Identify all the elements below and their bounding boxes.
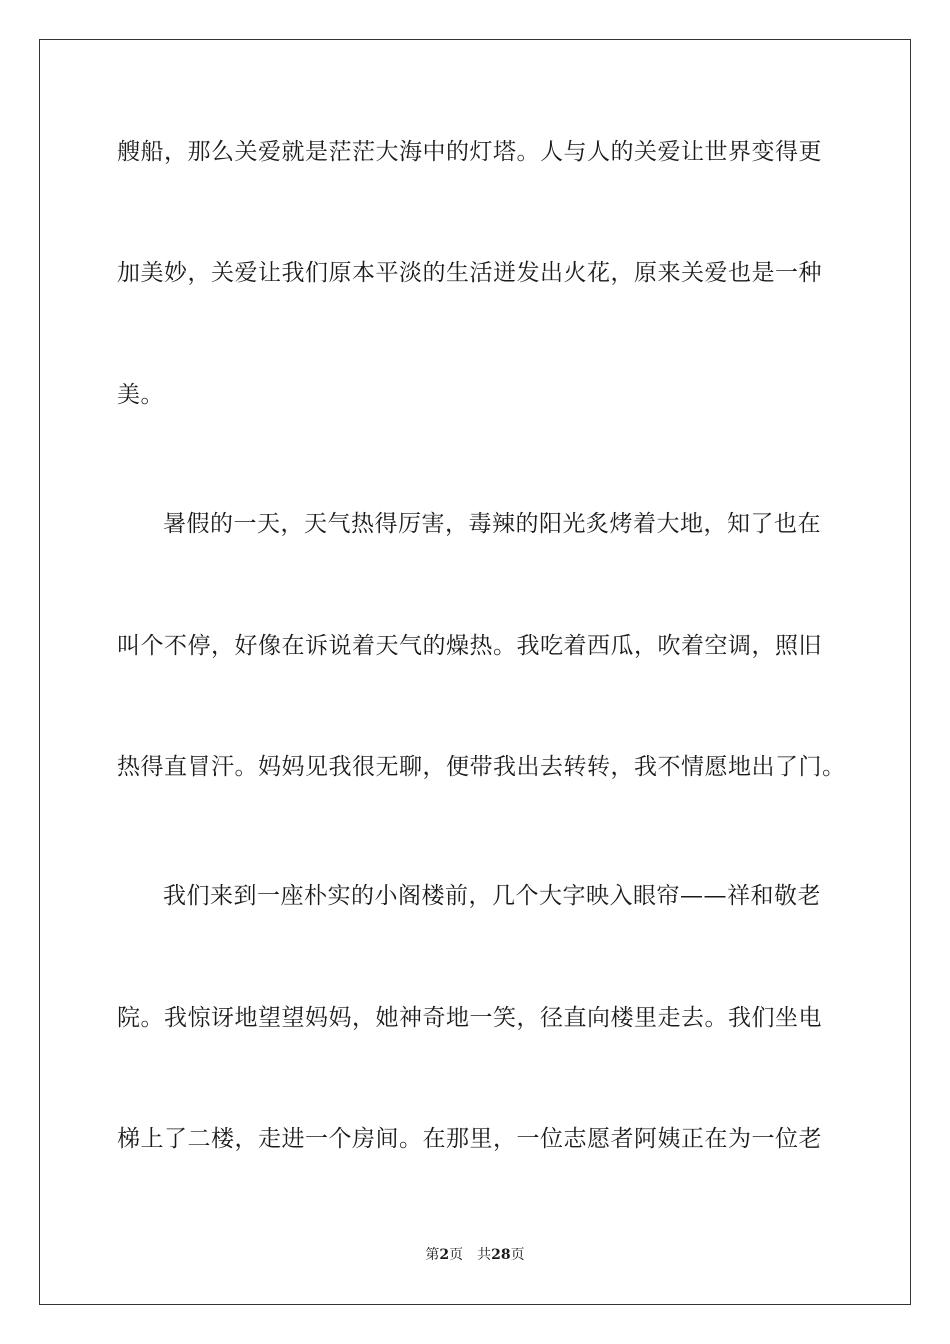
text-line-6: 热得直冒汗。妈妈见我很无聊，便带我出去转转，我不情愿地出了门。 [117, 754, 846, 780]
text-line-5: 叫个不停，好像在诉说着天气的燥热。我吃着西瓜，吹着空调，照旧 [117, 633, 822, 659]
text-line-2: 加美妙，关爱让我们原本平淡的生活迸发出火花，原来关爱也是一种 [117, 260, 822, 286]
text-line-1: 艘船，那么关爱就是茫茫大海中的灯塔。人与人的关爱让世界变得更 [117, 139, 822, 165]
text-line-3: 美。 [117, 382, 164, 408]
page-prefix: 第 [425, 1247, 440, 1263]
text-line-9: 梯上了二楼，走进一个房间。在那里，一位志愿者阿姨正在为一位老 [117, 1126, 822, 1152]
total-pages-number: 28 [491, 1247, 511, 1263]
total-prefix: 共 [477, 1247, 492, 1263]
page-border [39, 39, 911, 1305]
text-line-8: 院。我惊讶地望望妈妈，她神奇地一笑，径直向楼里走去。我们坐电 [117, 1005, 822, 1031]
current-page-number: 2 [439, 1247, 450, 1263]
total-suffix: 页 [510, 1247, 525, 1263]
page-footer [0, 1246, 950, 1264]
text-line-7-paragraph-start: 我们来到一座朴实的小阁楼前，几个大字映入眼帘——祥和敬老 [163, 883, 821, 909]
text-line-4-paragraph-start: 暑假的一天，天气热得厉害，毒辣的阳光炙烤着大地，知了也在 [163, 511, 821, 537]
page-suffix: 页 [449, 1247, 464, 1263]
